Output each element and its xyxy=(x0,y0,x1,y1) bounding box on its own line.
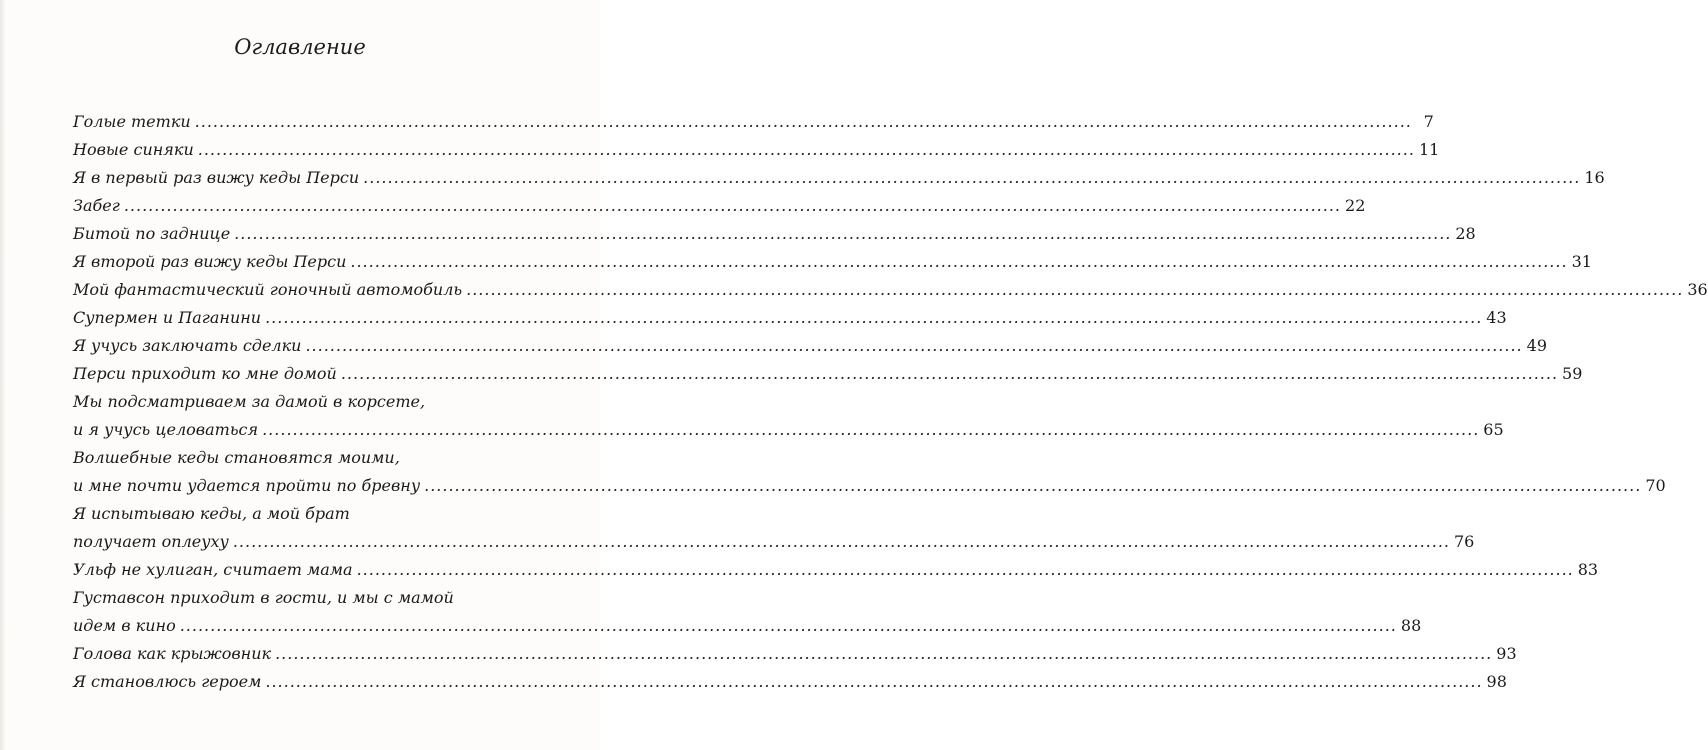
toc-leader-dots: ........................................................................................................................................................................................................ xyxy=(194,112,1412,131)
toc-page-number: 65 xyxy=(1483,420,1504,439)
toc-entry xyxy=(73,252,1592,280)
toc-leader-dots: ........................................................................................................................................................................................................ xyxy=(262,420,1480,439)
toc-entry xyxy=(73,336,1547,364)
toc-entry xyxy=(73,168,1605,196)
toc-entry-title: Супермен и Паганини xyxy=(73,308,262,327)
toc-entry-title: Волшебные кеды становятся моими, xyxy=(73,448,400,467)
toc-entry-line xyxy=(73,504,498,532)
toc-leader-dots: ........................................................................................................................................................................................................ xyxy=(197,140,1415,159)
toc-page-number: 76 xyxy=(1454,532,1475,551)
toc-entry-line xyxy=(73,392,498,420)
toc-page-number: 83 xyxy=(1577,560,1599,579)
toc-entry xyxy=(73,364,1583,392)
toc-entry xyxy=(73,224,1476,252)
toc-leader-dots: ........................................................................................................................................................................................................ xyxy=(232,532,1450,551)
toc-entry-line xyxy=(73,364,1583,392)
page-edge-shadow xyxy=(0,0,6,750)
toc-entry-title: Я становлюсь героем xyxy=(73,672,262,691)
toc-entry xyxy=(73,560,1599,588)
toc-page-number: 11 xyxy=(1418,140,1440,159)
toc-entry-title: Я испытываю кеды, а мой брат xyxy=(73,504,350,523)
toc-page-number: 59 xyxy=(1562,364,1583,383)
toc-page-number: 88 xyxy=(1400,616,1422,635)
toc-page-number: 70 xyxy=(1645,476,1666,495)
toc-entry-title: и мне почти удается пройти по бревну xyxy=(73,476,421,495)
toc-page-number: 7 xyxy=(1423,112,1434,131)
toc-page-number: 22 xyxy=(1345,196,1366,215)
toc-entry xyxy=(73,280,1708,308)
toc-entry-title: Битой по заднице xyxy=(73,224,231,243)
toc-leader-dots: ........................................................................................................................................................................................................ xyxy=(340,364,1559,383)
toc-entry-title: и я учусь целоваться xyxy=(73,420,259,439)
toc-leader-dots: ........................................................................................................................................................................................................ xyxy=(179,616,1397,635)
toc-entry-title: Я второй раз вижу кеды Перси xyxy=(73,252,347,271)
toc-entry xyxy=(73,140,1440,168)
toc-entry-line xyxy=(73,196,1366,224)
toc-entry xyxy=(73,672,1507,700)
toc-leader-dots: ........................................................................................................................................................................................................ xyxy=(305,336,1523,355)
toc-entry-title: Мы подсматриваем за дамой в корсете, xyxy=(73,392,426,411)
toc-entry xyxy=(73,504,1475,560)
toc-entry-line xyxy=(73,252,1592,280)
toc-leader-dots: ........................................................................................................................................................................................................ xyxy=(350,252,1568,271)
toc-entry-line xyxy=(73,112,1434,140)
toc-entry-title: Голые тетки xyxy=(73,112,191,131)
toc-leader-dots: ........................................................................................................................................................................................................ xyxy=(123,196,1342,215)
toc-entry-line xyxy=(73,420,1504,448)
toc-entry-line xyxy=(73,476,1666,504)
toc-entry-line xyxy=(73,644,1517,672)
toc-leader-dots: ........................................................................................................................................................................................................ xyxy=(424,476,1642,495)
toc-page-number: 43 xyxy=(1486,308,1507,327)
toc-entry xyxy=(73,448,1666,504)
toc-entry-line xyxy=(73,224,1476,252)
toc-leader-dots: ........................................................................................................................................................................................................ xyxy=(363,168,1581,187)
toc-entry-line xyxy=(73,308,1507,336)
toc-leader-dots: ........................................................................................................................................................................................................ xyxy=(356,560,1574,579)
toc-page-number: 98 xyxy=(1486,672,1507,691)
toc-page-number: 16 xyxy=(1584,168,1605,187)
toc-entry-line xyxy=(73,616,1422,644)
toc-entry-line xyxy=(73,336,1547,364)
toc-entry-title: Забег xyxy=(73,196,120,215)
toc-page-number: 28 xyxy=(1455,224,1476,243)
toc-entry-title: Новые синяки xyxy=(73,140,194,159)
toc-leader-dots: ........................................................................................................................................................................................................ xyxy=(265,672,1483,691)
toc-entry xyxy=(73,644,1517,672)
toc-entry-line xyxy=(73,448,498,476)
toc-entry-title: Перси приходит ко мне домой xyxy=(73,364,337,383)
toc-entry-line xyxy=(73,280,1708,308)
toc-leader-dots: ........................................................................................................................................................................................................ xyxy=(234,224,1452,243)
toc-leader-dots: ........................................................................................................................................................................................................ xyxy=(265,308,1483,327)
toc-entry-title: Я в первый раз вижу кеды Перси xyxy=(73,168,360,187)
toc-entry xyxy=(73,112,1434,140)
toc-page-number: 49 xyxy=(1526,336,1547,355)
toc-entry-title: Голова как крыжовник xyxy=(73,644,272,663)
toc-entry-title: Густавсон приходит в гости, и мы с мамой xyxy=(73,588,454,607)
toc-entry-line xyxy=(73,168,1605,196)
toc-entry xyxy=(73,308,1507,336)
toc-page-number: 31 xyxy=(1571,252,1592,271)
toc-leader-dots: ........................................................................................................................................................................................................ xyxy=(275,644,1493,663)
toc-entry-title: Мой фантастический гоночный автомобиль xyxy=(73,280,463,299)
toc-entry-line xyxy=(73,532,1475,560)
toc-entry-line xyxy=(73,560,1599,588)
toc-entry-line xyxy=(73,672,1507,700)
toc-entry-title: Ульф не хулиган, считает мама xyxy=(73,560,353,579)
toc-page-number: 36 xyxy=(1687,280,1708,299)
toc-page-number: 93 xyxy=(1496,644,1517,663)
toc-entry-title: получает оплеуху xyxy=(73,532,229,551)
toc-entry xyxy=(73,588,1422,644)
table-of-contents xyxy=(73,112,1708,700)
toc-entry-title: идем в кино xyxy=(73,616,176,635)
toc-entry-line xyxy=(73,140,1440,168)
toc-leader-dots: ........................................................................................................................................................................................................ xyxy=(466,280,1684,299)
toc-entry xyxy=(73,392,1504,448)
toc-entry xyxy=(73,196,1366,224)
page-title: Оглавление xyxy=(234,35,366,59)
toc-entry-line xyxy=(73,588,498,616)
toc-entry-title: Я учусь заключать сделки xyxy=(73,336,302,355)
